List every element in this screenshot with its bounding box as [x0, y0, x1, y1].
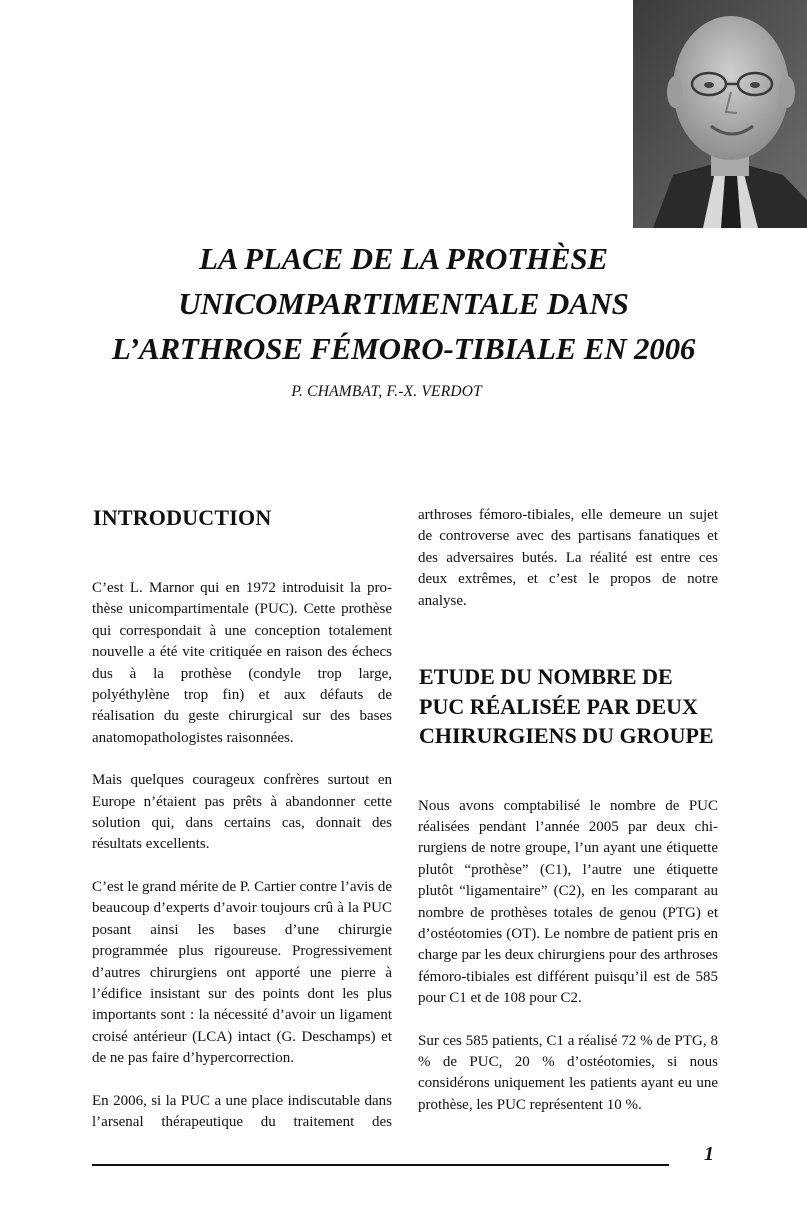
left-column	[92, 500, 392, 1154]
page-number: 1	[704, 1143, 714, 1165]
paragraph: En 2006, si la PUC a une place indiscutable dans l’arsenal thérapeutique du traitement des	[92, 1092, 392, 1130]
title-line: L’ARTHROSE FÉMORO-TIBIALE EN 2006	[111, 331, 696, 366]
paragraph: Nous avons comptabilisé le nombre de PUC réalisées pendant l’année 2005 par deux chirurgiens de notre groupe, l’un ayant une étiquette plutôt “prothèse” (C1), l’autre une étiquette plutôt “ligamentaire” (C2), en les comparant au nombre de prothèses totales de genou (PTG) et d’ostéotomies (OT). Le nombre de patient pris en charge par les deux chirurgiens pour des arthroses fémoro-tibiales est différent puisqu’il est de 585 pour C1 et de 108 pour C2.	[418, 797, 718, 1007]
paragraph: Mais quelques courageux confrères surtout en Europe n’étaient pas prêts à abandonner cette solution qui, dans certains cas, donnait des résultats excellents.	[92, 772, 392, 853]
heading-line: PUC RÉALISÉE PAR DEUX	[419, 693, 698, 719]
section-heading-etude	[419, 662, 718, 751]
paragraph: Sur ces 585 patients, C1 a réalisé 72 % de PTG, 8 % de PUC, 20 % d’ostéotomies, si nous considérons uniquement les patients ayant eu une prothèse, les PUC représentent 10 %.	[418, 1032, 718, 1113]
heading-line: CHIRURGIENS DU GROUPE	[419, 723, 714, 749]
footer-rule	[92, 1164, 669, 1166]
article-title	[90, 236, 717, 371]
title-block	[90, 236, 717, 401]
heading-line: ETUDE DU NOMBRE DE	[419, 664, 673, 690]
right-column	[418, 505, 718, 1137]
paragraph-continuation: arthroses fémoro-tibiales, elle demeure un sujet de controverse avec des partisans fanatiques et des adversaires butés. La réalité est entre ces deux extrêmes, et c’est le propos de notre analyse.	[418, 507, 718, 609]
title-line: UNICOMPARTIMENTALE DANS	[178, 286, 629, 321]
paragraph: C’est L. Marnor qui en 1972 introduisit la prothèse unicompartimentale (PUC). Cette prothèse qui correspondait à une conception totalement nouvelle a été vite critiquée en raison des échecs dus à la prothèse (condyle trop large, polyéthylène trop fin) et aux défauts de réalisation du geste chirurgical sur des bases anatomopathologistes raisonnées.	[92, 580, 392, 746]
authors: P. CHAMBAT, F.-X. VERDOT	[291, 383, 482, 400]
title-line: LA PLACE DE LA PROTHÈSE	[199, 241, 608, 276]
paragraph: C’est le grand mérite de P. Cartier contre l’avis de beaucoup d’experts d’avoir toujours crû à la PUC posant ainsi les bases d’une chirurgie programmée plus rigoureuse. Progressivement d’autres chirurgiens ont apporté une pierre à l’édifice insistant sur des points dont les plus importants sont : la nécessité d’avoir un ligament croisé antérieur (LCA) intact (G. Deschamps) et de ne pas faire d’hypercorrection.	[92, 878, 392, 1067]
section-heading-introduction: INTRODUCTION	[93, 505, 272, 530]
author-photo	[633, 0, 807, 228]
